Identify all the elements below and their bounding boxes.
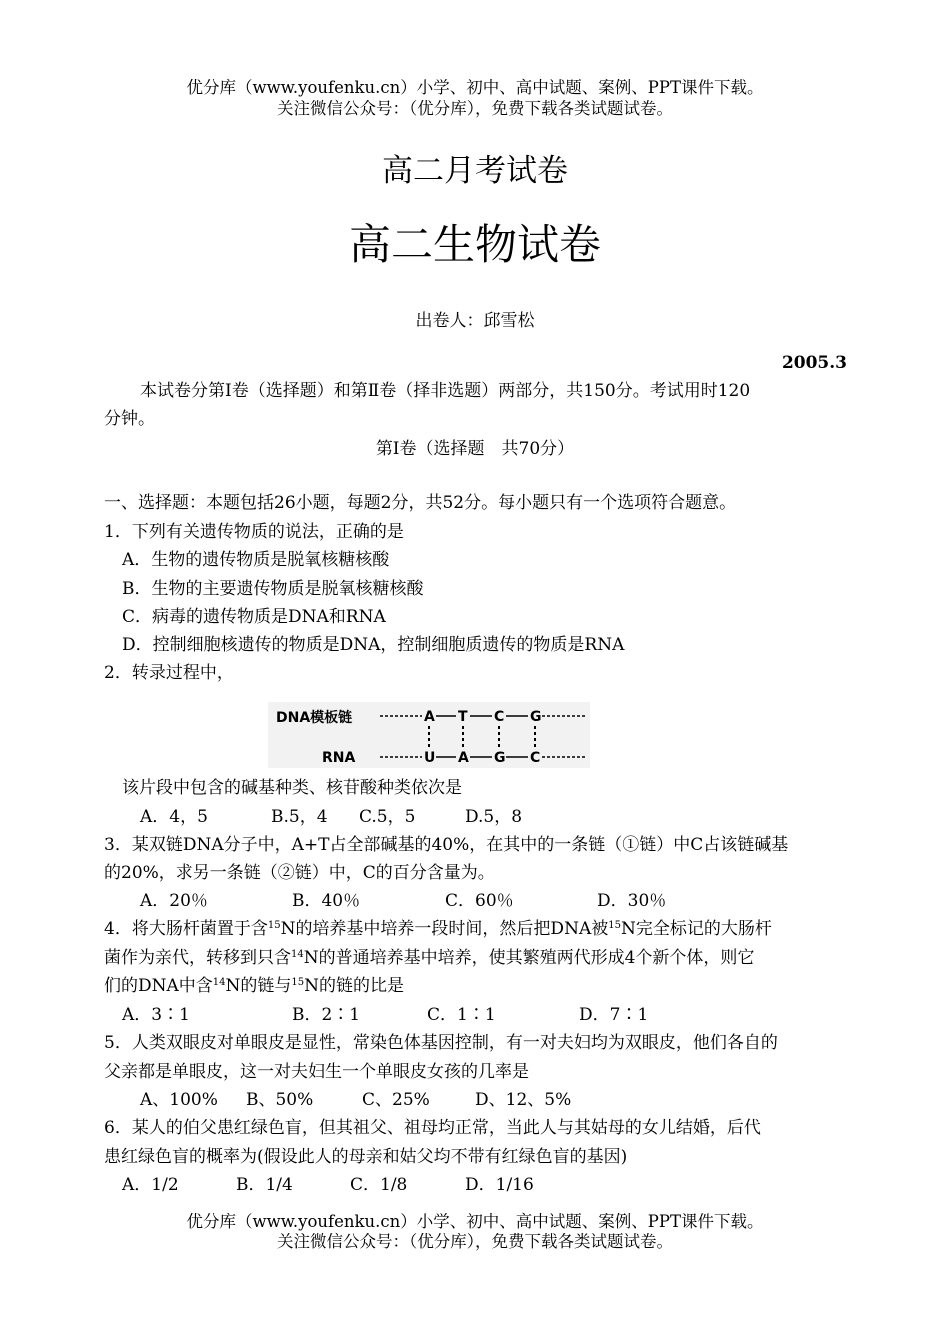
q4-line-3: [104, 975, 404, 997]
q4-text: 们的DNA中含: [104, 976, 213, 996]
exam-subtitle: 高二月考试卷: [382, 153, 568, 189]
q4-text: N的链与: [225, 976, 292, 996]
q3-option-d: D．30％: [597, 891, 667, 911]
footer-line-2: 关注微信公众号：（优分库），免费下载各类试题试卷。: [277, 1232, 673, 1251]
q4-text: N的普通培养基中培养，使其繁殖两代形成4个新个体，则它: [303, 948, 755, 968]
exam-title: 高二生物试卷: [348, 220, 601, 269]
q2-options: [140, 806, 522, 828]
isotope-15: 15: [291, 977, 305, 988]
q4-option-a: A．3∶1: [122, 1005, 190, 1025]
q4-option-b: B．2∶1: [292, 1005, 361, 1025]
q4-text: 菌作为亲代，转移到只含: [104, 948, 291, 968]
intro-line-2: 分钟。: [104, 409, 155, 429]
isotope-15: 15: [267, 920, 281, 931]
q4-options: [122, 1004, 648, 1026]
rna-base-4: C: [530, 750, 541, 766]
q6-line-2: 患红绿色盲的概率为(假设此人的母亲和姑父均不带有红绿色盲的基因): [104, 1147, 628, 1167]
rna-base-2: A: [458, 750, 469, 766]
dna-strand-label: DNA模板链: [276, 710, 353, 726]
q6-options: [122, 1174, 534, 1196]
q5-line-1: 5．人类双眼皮对单眼皮是显性，常染色体基因控制，有一对夫妇均为双眼皮，他们各自的: [104, 1033, 778, 1053]
q4-option-d: D．7∶1: [579, 1005, 649, 1025]
author: 出卷人：邱雪松: [415, 311, 535, 331]
q3-option-b: B．40％: [292, 891, 361, 911]
q2-option-d: D.5，8: [465, 807, 523, 827]
q3-options: [140, 890, 666, 912]
q2-option-b: B.5，4: [271, 807, 328, 827]
q5-option-d: D、12、5%: [475, 1090, 572, 1110]
q6-option-b: B．1/4: [236, 1175, 293, 1195]
q5-options: [140, 1089, 571, 1111]
q1-stem: 1．下列有关遗传物质的说法，正确的是: [104, 522, 404, 542]
header-line-2: 关注微信公众号：（优分库），免费下载各类试题试卷。: [277, 99, 673, 118]
q4-text: N完全标记的大肠杆: [620, 919, 772, 939]
q4-text: 4．将大肠杆菌置于含: [104, 919, 268, 939]
dna-base-4: G: [530, 709, 542, 725]
isotope-14: 14: [212, 977, 226, 988]
q5-line-2: 父亲都是单眼皮，这一对夫妇生一个单眼皮女孩的几率是: [104, 1062, 529, 1082]
intro-line-1: 本试卷分第Ⅰ卷（选择题）和第Ⅱ卷（择非选题）两部分，共150分。考试用时120: [140, 381, 751, 401]
q6-option-a: A．1/2: [122, 1175, 179, 1195]
q2-question: 该片段中包含的碱基种类、核苷酸种类依次是: [122, 778, 462, 798]
q4-text: N的链的比是: [304, 976, 405, 996]
q2-option-a: A．4，5: [140, 807, 208, 827]
q6-option-d: D．1/16: [465, 1175, 534, 1195]
q3-option-a: A．20％: [140, 891, 208, 911]
footer-line-1: 优分库（www.youfenku.cn）小学、初中、高中试题、案例、PPT课件下载。: [186, 1212, 764, 1231]
dna-rna-transcription-figure: [268, 702, 590, 768]
q3-option-c: C．60％: [445, 891, 514, 911]
header-line-1: 优分库（www.youfenku.cn）小学、初中、高中试题、案例、PPT课件下载。: [186, 78, 764, 97]
q4-line-2: [104, 947, 754, 969]
q4-line-1: [104, 918, 772, 940]
rna-strand-label: RNA: [322, 750, 356, 766]
q5-option-a: A、100%: [140, 1090, 218, 1110]
q3-line-1: 3．某双链DNA分子中，A+T占全部碱基的40%，在其中的一条链（①链）中C占该链碱基: [104, 835, 789, 855]
q5-option-b: B、50%: [246, 1090, 314, 1110]
dna-base-1: A: [424, 709, 435, 725]
q1-option-b: B．生物的主要遗传物质是脱氧核糖核酸: [122, 579, 424, 599]
dna-base-2: T: [458, 709, 468, 725]
isotope-15: 15: [608, 920, 621, 931]
q4-option-c: C．1∶1: [427, 1005, 496, 1025]
q1-option-a: A．生物的遗传物质是脱氧核糖核酸: [122, 550, 390, 570]
q4-text: N的培养基中培养一段时间，然后把DNA被: [280, 919, 609, 939]
q6-line-1: 6．某人的伯父患红绿色盲，但其祖父、祖母均正常，当此人与其姑母的女儿结婚，后代: [104, 1118, 761, 1138]
exam-date: 2005.3: [781, 353, 847, 373]
part-1-title: 第Ⅰ卷（选择题 共70分）: [375, 439, 575, 459]
q5-option-c: C、25%: [362, 1090, 430, 1110]
dna-base-3: C: [494, 709, 505, 725]
isotope-14: 14: [291, 949, 304, 960]
q3-line-2: 的20%，求另一条链（②链）中，C的百分含量为。: [104, 863, 495, 883]
rna-base-1: U: [424, 750, 436, 766]
rna-base-3: G: [494, 750, 506, 766]
q6-option-c: C．1/8: [350, 1175, 408, 1195]
section-heading: 一、选择题：本题包括26小题，每题2分，共52分。每小题只有一个选项符合题意。: [104, 493, 737, 513]
q2-stem: 2．转录过程中，: [104, 663, 234, 683]
q2-option-c: C.5，5: [359, 807, 416, 827]
q1-option-c: C．病毒的遗传物质是DNA和RNA: [122, 607, 386, 627]
q1-option-d: D．控制细胞核遗传的物质是DNA，控制细胞质遗传的物质是RNA: [122, 635, 625, 655]
